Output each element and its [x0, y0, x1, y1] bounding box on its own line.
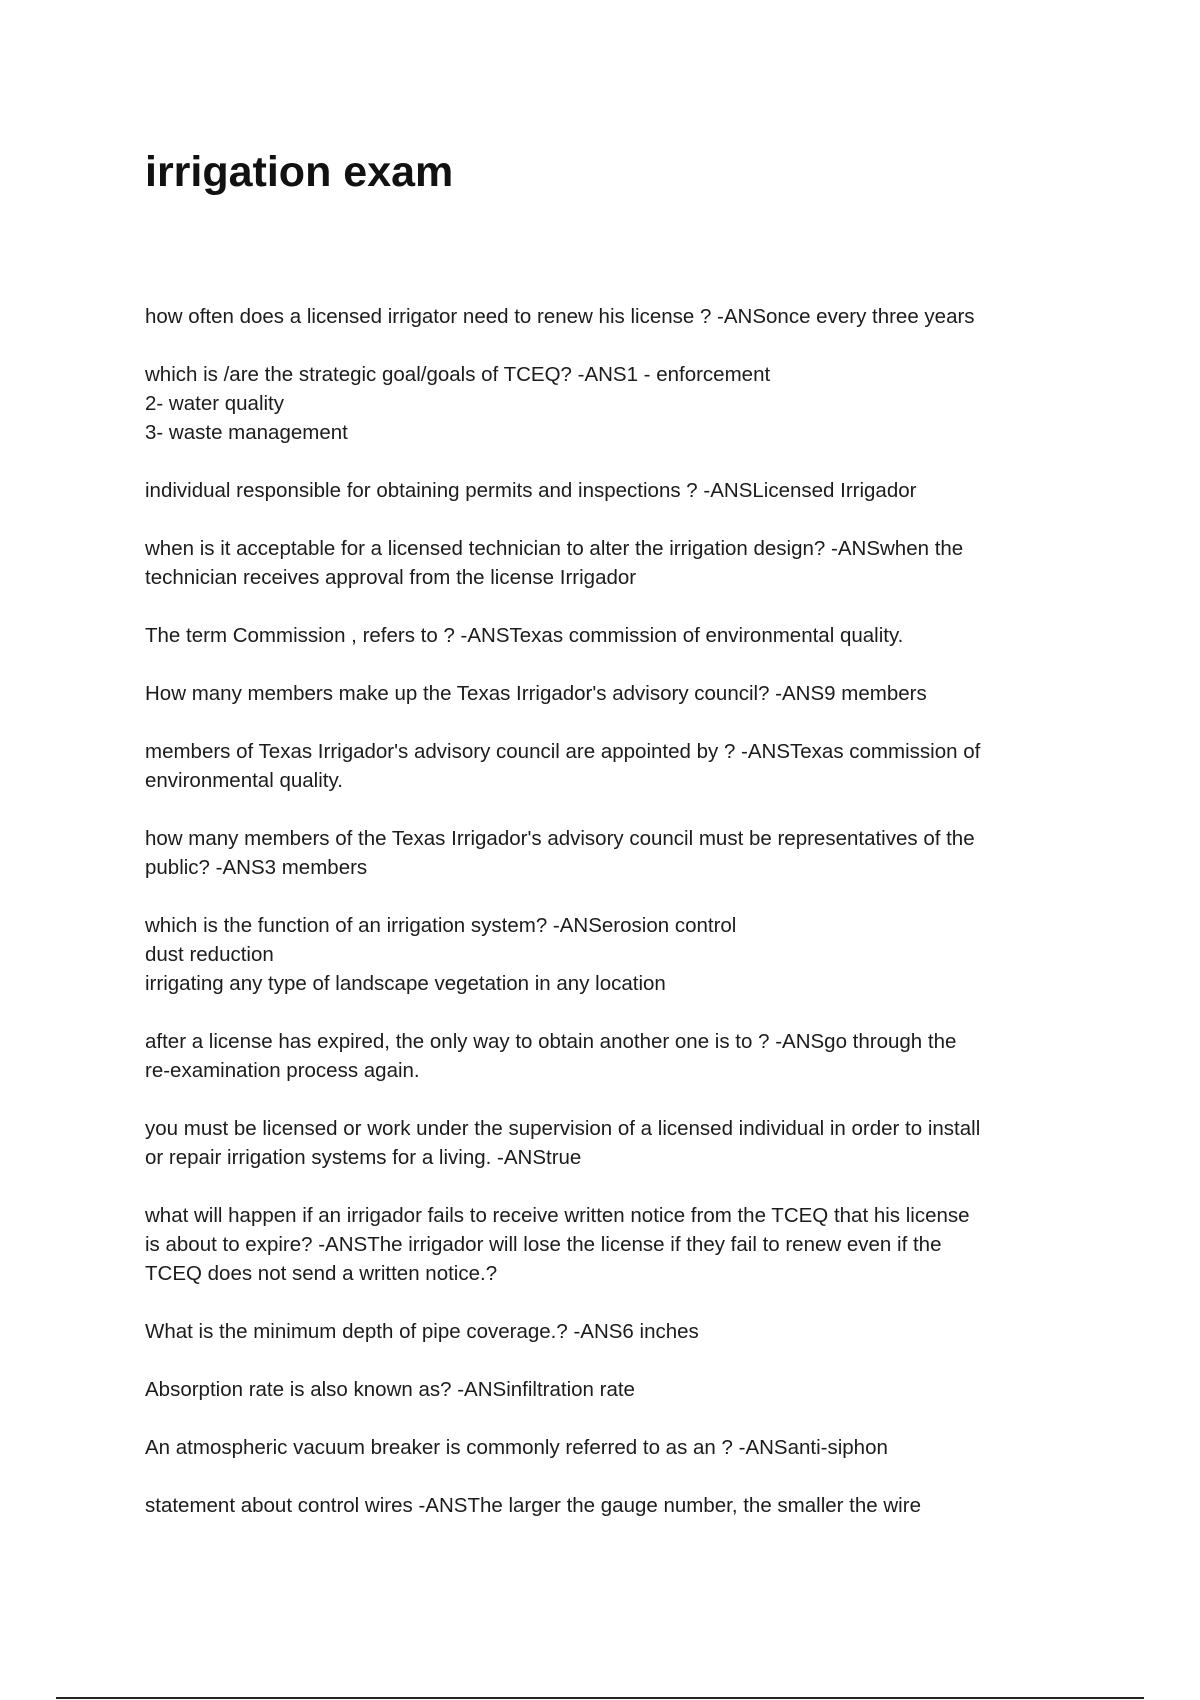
qa-item: How many members make up the Texas Irrigador's advisory council? -ANS9 members	[145, 682, 927, 705]
qa-item: individual responsible for obtaining permits and inspections ? -ANSLicensed Irrigador	[145, 479, 917, 502]
question-answer-list	[145, 302, 1065, 1549]
qa-item: What is the minimum depth of pipe coverage.? -ANS6 inches	[145, 1320, 699, 1343]
qa-item: Absorption rate is also known as? -ANSinfiltration rate	[145, 1378, 635, 1401]
qa-item: you must be licensed or work under the supervision of a licensed individual in order to install or repair irrigation systems for a living. -ANStrue	[145, 1117, 981, 1169]
qa-item: what will happen if an irrigador fails to receive written notice from the TCEQ that his license is about to expire? -ANSThe irrigador will lose the license if they fail to renew even if the TCEQ does not send a written notice.?	[145, 1204, 970, 1285]
qa-item: which is the function of an irrigation system? -ANSerosion control dust reduction irrigating any type of landscape vegetation in any location	[145, 914, 737, 995]
qa-item: statement about control wires -ANSThe larger the gauge number, the smaller the wire	[145, 1494, 921, 1517]
qa-item: how often does a licensed irrigator need to renew his license ? -ANSonce every three years	[145, 305, 975, 328]
qa-item: how many members of the Texas Irrigador's advisory council must be representatives of the public? -ANS3 members	[145, 827, 975, 879]
qa-item: members of Texas Irrigador's advisory council are appointed by ? -ANSTexas commission of environmental quality.	[145, 740, 981, 792]
qa-item: when is it acceptable for a licensed technician to alter the irrigation design? -ANSwhen the technician receives approval from the license Irrigador	[145, 537, 964, 589]
qa-item: which is /are the strategic goal/goals of TCEQ? -ANS1 - enforcement 2- water quality 3- waste management	[145, 363, 771, 444]
qa-item: after a license has expired, the only way to obtain another one is to ? -ANSgo through the re-examination process again.	[145, 1030, 957, 1082]
page-title: irrigation exam	[145, 148, 454, 196]
qa-item: The term Commission , refers to ? -ANSTexas commission of environmental quality.	[145, 624, 904, 647]
qa-item: An atmospheric vacuum breaker is commonly referred to as an ? -ANSanti-siphon	[145, 1436, 888, 1459]
footer-divider	[56, 1697, 1144, 1699]
